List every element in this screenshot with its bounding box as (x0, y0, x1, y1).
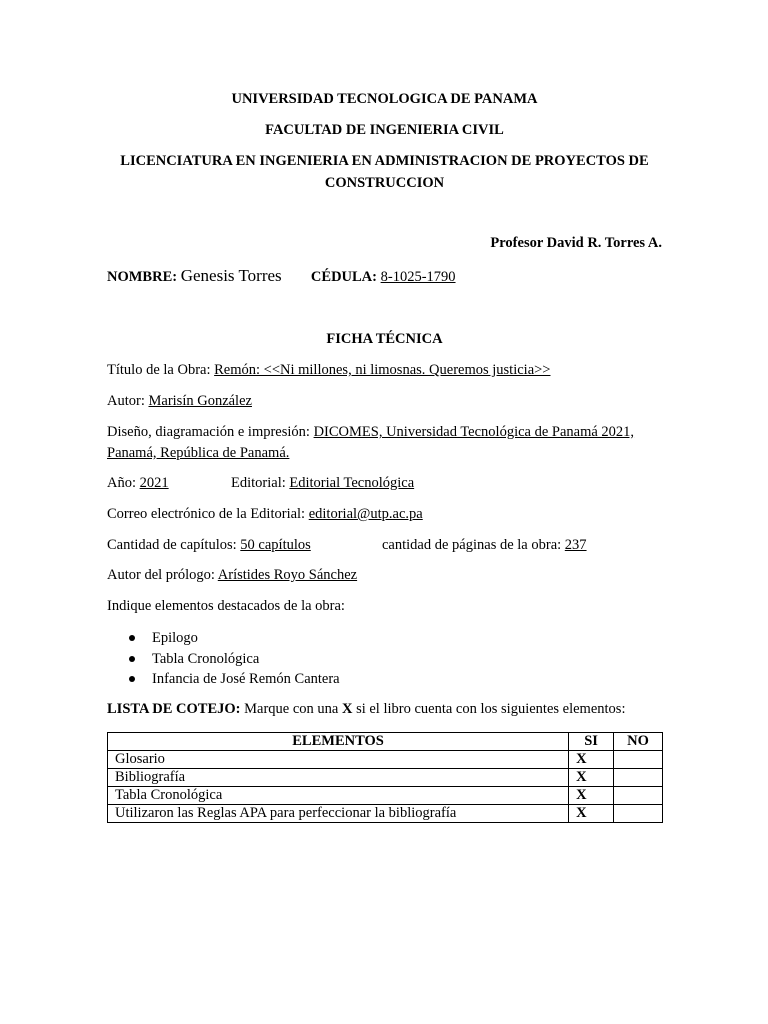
table-row (108, 787, 663, 805)
design-line (107, 424, 662, 441)
faculty-title: FACULTAD DE INGENIERIA CIVIL (265, 122, 504, 138)
design-line-2 (107, 445, 662, 462)
no-cell (614, 805, 663, 823)
year-editorial-line (107, 475, 662, 492)
table-row (108, 769, 663, 787)
element-cell: Glosario (108, 751, 569, 769)
author-label: Autor: (107, 393, 145, 409)
list-item: Infancia de José Remón Cantera (107, 669, 662, 690)
author-line (107, 393, 662, 410)
highlights-list (107, 628, 662, 690)
design-label: Diseño, diagramación e impresión: (107, 424, 310, 440)
name-label: NOMBRE: (107, 269, 178, 285)
column-header-elementos: ELEMENTOS (108, 733, 569, 751)
pages-label: cantidad de páginas de la obra: (382, 537, 562, 553)
chapters-label: Cantidad de capítulos: (107, 537, 237, 553)
checklist-heading: LISTA DE COTEJO: (107, 701, 241, 717)
si-cell: X (569, 751, 614, 769)
table-header-row (108, 733, 663, 751)
author-value: Marisín González (148, 393, 252, 409)
chapters-value: 50 capítulos (240, 537, 311, 553)
degree-title-line2: CONSTRUCCION (324, 175, 445, 191)
degree-title-line1: LICENCIATURA EN INGENIERIA EN ADMINISTRACION DE PROYECTOS DE (120, 153, 649, 169)
email-label: Correo electrónico de la Editorial: (107, 506, 306, 522)
pages-group (382, 537, 587, 554)
year-label: Año: (107, 475, 136, 491)
table-row (108, 805, 663, 823)
column-header-si: SI (569, 733, 614, 751)
element-cell: Tabla Cronológica (108, 787, 569, 805)
professor-name: Profesor David R. Torres A. (490, 235, 662, 251)
list-item: Epilogo (107, 628, 662, 649)
title-line (107, 362, 662, 379)
prologue-line (107, 567, 662, 584)
checklist-instruction: LISTA DE COTEJO: Marque con una X si el libro cuenta con los siguientes elementos: (107, 701, 626, 717)
prologue-label: Autor del prólogo: (107, 567, 215, 583)
editorial-label: Editorial: (231, 475, 286, 491)
university-title: UNIVERSIDAD TECNOLOGICA DE PANAMA (231, 91, 538, 107)
list-item: Tabla Cronológica (107, 649, 662, 670)
no-cell (614, 751, 663, 769)
table-row (108, 751, 663, 769)
chapters-pages-line (107, 537, 662, 554)
bullet-icon (129, 656, 135, 662)
checklist-table (107, 732, 663, 823)
email-line (107, 506, 662, 523)
id-value: 8-1025-1790 (380, 269, 456, 285)
pages-value: 237 (564, 537, 587, 553)
id-label: CÉDULA: (310, 269, 377, 285)
title-value: Remón: <<Ni millones, ni limosnas. Queremos justicia>> (214, 362, 551, 378)
email-value: editorial@utp.ac.pa (308, 506, 423, 522)
highlights-prompt: Indique elementos destacados de la obra: (107, 598, 345, 614)
no-cell (614, 787, 663, 805)
si-cell: X (569, 769, 614, 787)
editorial-group (231, 475, 414, 492)
element-cell: Utilizaron las Reglas APA para perfeccionar la bibliografía (108, 805, 569, 823)
element-cell: Bibliografía (108, 769, 569, 787)
bullet-icon (129, 676, 135, 682)
bullet-icon (129, 635, 135, 641)
ficha-heading: FICHA TÉCNICA (326, 331, 443, 347)
design-value-line1: DICOMES, Universidad Tecnológica de Panamá 2021, (313, 424, 635, 440)
design-value-line2: Panamá, República de Panamá. (107, 445, 290, 461)
name-value: Genesis Torres (180, 266, 282, 285)
no-cell (614, 769, 663, 787)
editorial-value: Editorial Tecnológica (289, 475, 415, 491)
year-value: 2021 (139, 475, 169, 491)
si-cell: X (569, 787, 614, 805)
student-info-line (107, 266, 662, 286)
si-cell: X (569, 805, 614, 823)
title-label: Título de la Obra: (107, 362, 211, 378)
column-header-no: NO (614, 733, 663, 751)
prologue-value: Arístides Royo Sánchez (217, 567, 358, 583)
